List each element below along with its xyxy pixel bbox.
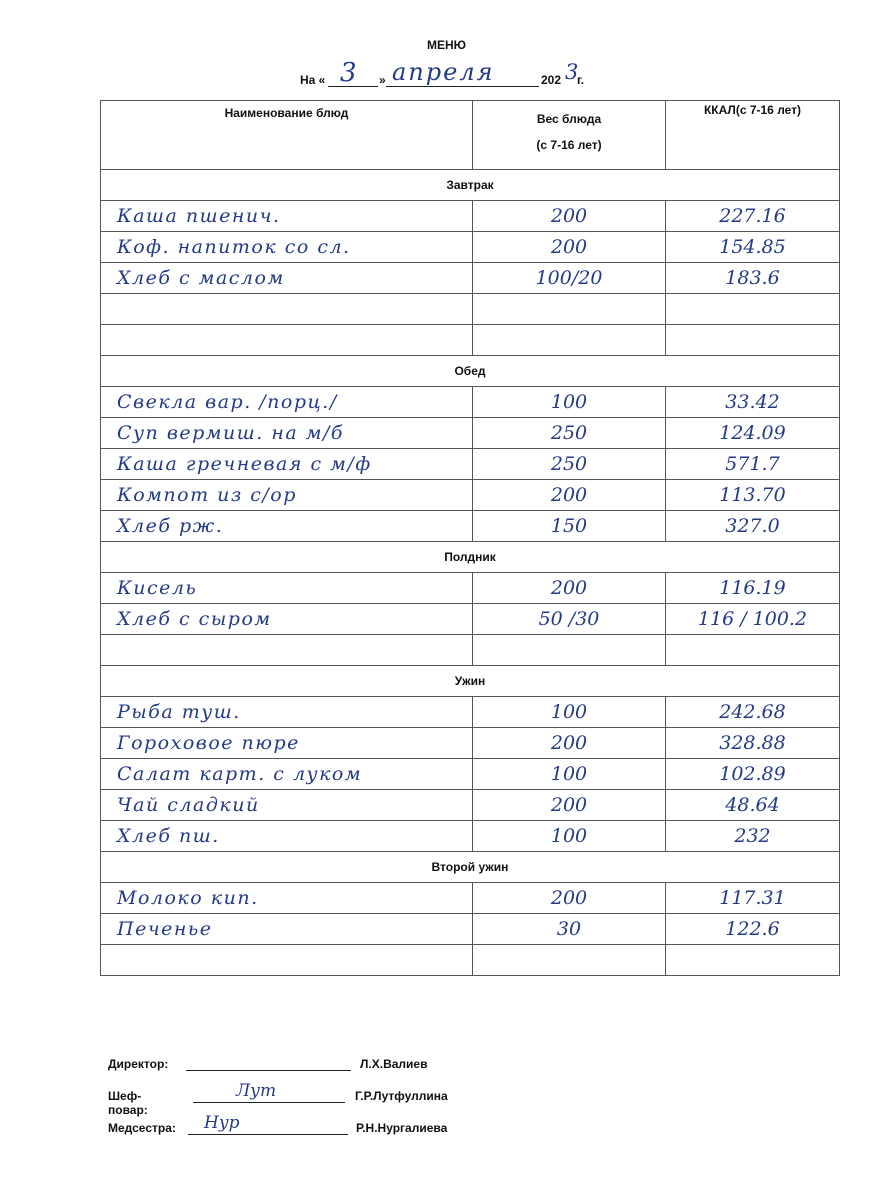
dish-name: Хлеб с сыром (101, 604, 473, 635)
dish-kcal: 102.89 (666, 759, 840, 790)
dish-weight: 30 (473, 914, 666, 945)
document-title: МЕНЮ (426, 38, 467, 52)
menu-table (100, 100, 840, 976)
meal-section-row (101, 666, 840, 697)
dish-row (101, 883, 840, 914)
dish-kcal: 154.85 (666, 232, 840, 263)
dish-name (101, 635, 473, 666)
dish-name: Каша гречневая с м/ф (101, 449, 473, 480)
dish-row (101, 604, 840, 635)
dish-kcal: 33.42 (666, 387, 840, 418)
meal-section-row (101, 852, 840, 883)
dish-name: Компот из с/ор (101, 480, 473, 511)
dish-row (101, 511, 840, 542)
dish-kcal: 242.68 (666, 697, 840, 728)
year-prefix: 202 (541, 73, 562, 87)
meal-section-title: Обед (101, 356, 840, 387)
dish-row (101, 418, 840, 449)
dish-weight: 200 (473, 201, 666, 232)
dish-weight: 100 (473, 387, 666, 418)
meal-section-title: Ужин (101, 666, 840, 697)
dish-kcal: 571.7 (666, 449, 840, 480)
table-header-row (101, 101, 840, 170)
dish-name: Свекла вар. /порц./ (101, 387, 473, 418)
dish-weight: 200 (473, 790, 666, 821)
dish-weight: 200 (473, 728, 666, 759)
dish-weight: 50 /30 (473, 604, 666, 635)
dish-kcal: 116.19 (666, 573, 840, 604)
chef-signature-line (193, 1102, 345, 1103)
dish-row (101, 914, 840, 945)
dish-row (101, 294, 840, 325)
dish-kcal (666, 325, 840, 356)
chef-signature-scribble: Лут (236, 1081, 277, 1101)
dish-weight: 150 (473, 511, 666, 542)
nurse-signature-scribble: Нур (204, 1113, 240, 1133)
dish-weight: 100/20 (473, 263, 666, 294)
dish-kcal (666, 294, 840, 325)
dish-kcal: 232 (666, 821, 840, 852)
date-line (300, 58, 620, 88)
nurse-signature-line (188, 1134, 348, 1135)
dish-row (101, 790, 840, 821)
dish-weight: 250 (473, 418, 666, 449)
dish-kcal (666, 945, 840, 976)
dish-kcal: 328.88 (666, 728, 840, 759)
dish-name: Коф. напиток со сл. (101, 232, 473, 263)
dish-kcal: 122.6 (666, 914, 840, 945)
dish-row (101, 573, 840, 604)
year-digit: 3 (565, 60, 579, 84)
nurse-name: Р.Н.Нургалиева (356, 1121, 448, 1135)
dish-row (101, 697, 840, 728)
dish-row (101, 449, 840, 480)
column-header-kcal: ККАЛ(с 7-16 лет) (666, 101, 840, 170)
dish-kcal: 117.31 (666, 883, 840, 914)
dish-name: Кисель (101, 573, 473, 604)
dish-name: Салат карт. с луком (101, 759, 473, 790)
dish-weight: 200 (473, 232, 666, 263)
dish-weight: 200 (473, 480, 666, 511)
year-suffix: г. (577, 73, 585, 87)
dish-row (101, 821, 840, 852)
date-prefix: На « (300, 73, 326, 87)
date-day: 3 (340, 58, 357, 88)
director-name: Л.Х.Валиев (360, 1057, 428, 1071)
meal-section-row (101, 542, 840, 573)
director-signature-line (186, 1070, 351, 1071)
nurse-label: Медсестра: (108, 1121, 176, 1135)
dish-row (101, 635, 840, 666)
dish-name: Хлеб с маслом (101, 263, 473, 294)
dish-weight: 200 (473, 883, 666, 914)
director-label: Директор: (108, 1057, 169, 1071)
dish-weight: 100 (473, 759, 666, 790)
dish-weight: 250 (473, 449, 666, 480)
chef-name: Г.Р.Лутфуллина (355, 1089, 448, 1103)
date-mid: » (379, 73, 386, 87)
dish-name (101, 325, 473, 356)
dish-name: Хлеб рж. (101, 511, 473, 542)
meal-section-title: Полдник (101, 542, 840, 573)
date-month: апреля (392, 58, 495, 86)
dish-name (101, 294, 473, 325)
dish-kcal: 48.64 (666, 790, 840, 821)
dish-row (101, 263, 840, 294)
dish-name (101, 945, 473, 976)
column-header-name: Наименование блюд (101, 101, 473, 170)
dish-name: Рыба туш. (101, 697, 473, 728)
dish-kcal: 124.09 (666, 418, 840, 449)
meal-section-title: Второй ужин (101, 852, 840, 883)
dish-kcal: 113.70 (666, 480, 840, 511)
dish-row (101, 232, 840, 263)
dish-row (101, 387, 840, 418)
dish-name: Суп вермиш. на м/б (101, 418, 473, 449)
column-header-weight (473, 101, 666, 170)
dish-name: Печенье (101, 914, 473, 945)
meal-section-title: Завтрак (101, 170, 840, 201)
dish-name: Молоко кип. (101, 883, 473, 914)
dish-weight (473, 945, 666, 976)
chef-label: Шеф-повар: (108, 1089, 148, 1117)
column-header-weight-line2: (с 7-16 лет) (536, 138, 602, 152)
meal-section-row (101, 170, 840, 201)
meal-section-row (101, 356, 840, 387)
dish-weight (473, 294, 666, 325)
dish-row (101, 728, 840, 759)
dish-name: Каша пшенич. (101, 201, 473, 232)
dish-name: Хлеб пш. (101, 821, 473, 852)
dish-weight (473, 325, 666, 356)
dish-kcal: 116 / 100.2 (666, 604, 840, 635)
dish-kcal: 327.0 (666, 511, 840, 542)
dish-row (101, 201, 840, 232)
dish-row (101, 945, 840, 976)
month-underline (386, 86, 539, 87)
dish-row (101, 480, 840, 511)
dish-kcal: 183.6 (666, 263, 840, 294)
column-header-weight-line1: Вес блюда (536, 112, 602, 126)
dish-weight: 100 (473, 697, 666, 728)
dish-name: Гороховое пюре (101, 728, 473, 759)
dish-weight: 200 (473, 573, 666, 604)
dish-weight (473, 635, 666, 666)
dish-kcal: 227.16 (666, 201, 840, 232)
dish-name: Чай сладкий (101, 790, 473, 821)
dish-row (101, 759, 840, 790)
dish-weight: 100 (473, 821, 666, 852)
dish-kcal (666, 635, 840, 666)
dish-row (101, 325, 840, 356)
